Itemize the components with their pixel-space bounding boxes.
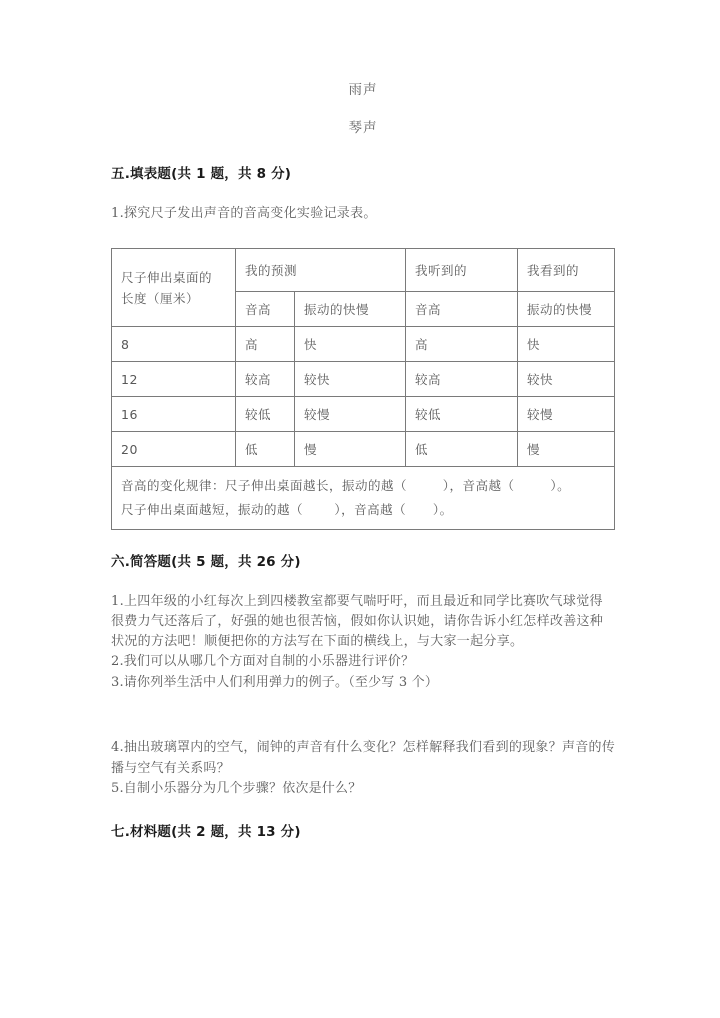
answer-space-gap bbox=[111, 693, 615, 738]
carry-over-list bbox=[111, 0, 615, 138]
cell-seen-vibration: 较慢 bbox=[518, 397, 615, 432]
spacer-before-section6 bbox=[111, 530, 615, 552]
experiment-record-table bbox=[111, 248, 615, 530]
cell-pred-vibration: 慢 bbox=[295, 432, 406, 467]
header-cell-pred-pitch: 音高 bbox=[236, 292, 295, 327]
cell-pred-pitch: 较高 bbox=[236, 362, 295, 397]
cell-seen-vibration: 快 bbox=[518, 327, 615, 362]
cell-length: 8 bbox=[112, 327, 236, 362]
header-cell-seen-vibration: 振动的快慢 bbox=[518, 292, 615, 327]
carry-over-item-2: 琴声 bbox=[348, 120, 378, 136]
header-cell-length bbox=[112, 249, 236, 327]
summary-line-1: 音高的变化规律：尺子伸出桌面越长，振动的越（ ），音高越（ ）。 bbox=[121, 478, 571, 493]
cell-heard-pitch: 低 bbox=[406, 432, 518, 467]
cell-pred-vibration: 快 bbox=[295, 327, 406, 362]
carry-over-item-1: 雨声 bbox=[348, 82, 378, 98]
cell-length: 12 bbox=[112, 362, 236, 397]
header-cell-pred-vibration: 振动的快慢 bbox=[295, 292, 406, 327]
cell-length: 16 bbox=[112, 397, 236, 432]
header-length-line1: 尺子伸出桌面的 bbox=[121, 269, 213, 285]
spacer-before-section7 bbox=[111, 800, 615, 822]
table-row bbox=[112, 432, 615, 467]
summary-cell bbox=[112, 467, 615, 530]
question-item-4: 4.抽出玻璃罩内的空气，闹钟的声音有什么变化？怎样解释我们看到的现象？声音的传播与空气有关系吗？ bbox=[111, 740, 615, 776]
cell-pred-pitch: 高 bbox=[236, 327, 295, 362]
table-row bbox=[112, 397, 615, 432]
section6-question-list bbox=[111, 592, 615, 800]
question-item-1: 1.上四年级的小红每次上到四楼教室都要气喘吁吁，而且最近和同学比赛吹气球觉得很费力气还落后了，好强的她也很苦恼，假如你认识她，请你告诉小红怎样改善这种状况的方法吧！顺便把你的方法写在下面的横线上，与大家一起分享。 bbox=[111, 594, 604, 649]
header-cell-heard-pitch: 音高 bbox=[406, 292, 518, 327]
question-item-2: 2.我们可以从哪几个方面对自制的小乐器进行评价？ bbox=[111, 654, 415, 669]
section-heading-7: 七.材料题(共 2 题，共 13 分) bbox=[111, 823, 301, 840]
cell-length: 20 bbox=[112, 432, 236, 467]
page-content bbox=[111, 0, 615, 842]
cell-heard-pitch: 较低 bbox=[406, 397, 518, 432]
cell-pred-pitch: 较低 bbox=[236, 397, 295, 432]
cell-seen-vibration: 慢 bbox=[518, 432, 615, 467]
header-length-line2: 长度（厘米） bbox=[121, 290, 200, 306]
question-item-5: 5.自制小乐器分为几个步骤？依次是什么？ bbox=[111, 781, 362, 796]
table-header-row-top bbox=[112, 249, 615, 292]
cell-pred-vibration: 较快 bbox=[295, 362, 406, 397]
header-cell-prediction: 我的预测 bbox=[236, 249, 406, 292]
section-heading-6: 六.简答题(共 5 题，共 26 分) bbox=[111, 554, 301, 570]
cell-pred-vibration: 较慢 bbox=[295, 397, 406, 432]
cell-seen-vibration: 较快 bbox=[518, 362, 615, 397]
table-row bbox=[112, 327, 615, 362]
table-row bbox=[112, 362, 615, 397]
cell-heard-pitch: 高 bbox=[406, 327, 518, 362]
section-heading-5: 五.填表题(共 1 题，共 8 分) bbox=[111, 166, 292, 182]
header-cell-seen: 我看到的 bbox=[518, 249, 615, 292]
section5-prompt: 1.探究尺子发出声音的音高变化实验记录表。 bbox=[111, 206, 377, 221]
cell-heard-pitch: 较高 bbox=[406, 362, 518, 397]
question-item-3: 3.请你列举生活中人们利用弹力的例子。（至少写 3 个） bbox=[111, 674, 439, 690]
cell-pred-pitch: 低 bbox=[236, 432, 295, 467]
table-summary-row bbox=[112, 467, 615, 530]
summary-line-2: 尺子伸出桌面越短，振动的越（ ），音高越（ ）。 bbox=[121, 502, 453, 517]
header-cell-heard: 我听到的 bbox=[406, 249, 518, 292]
